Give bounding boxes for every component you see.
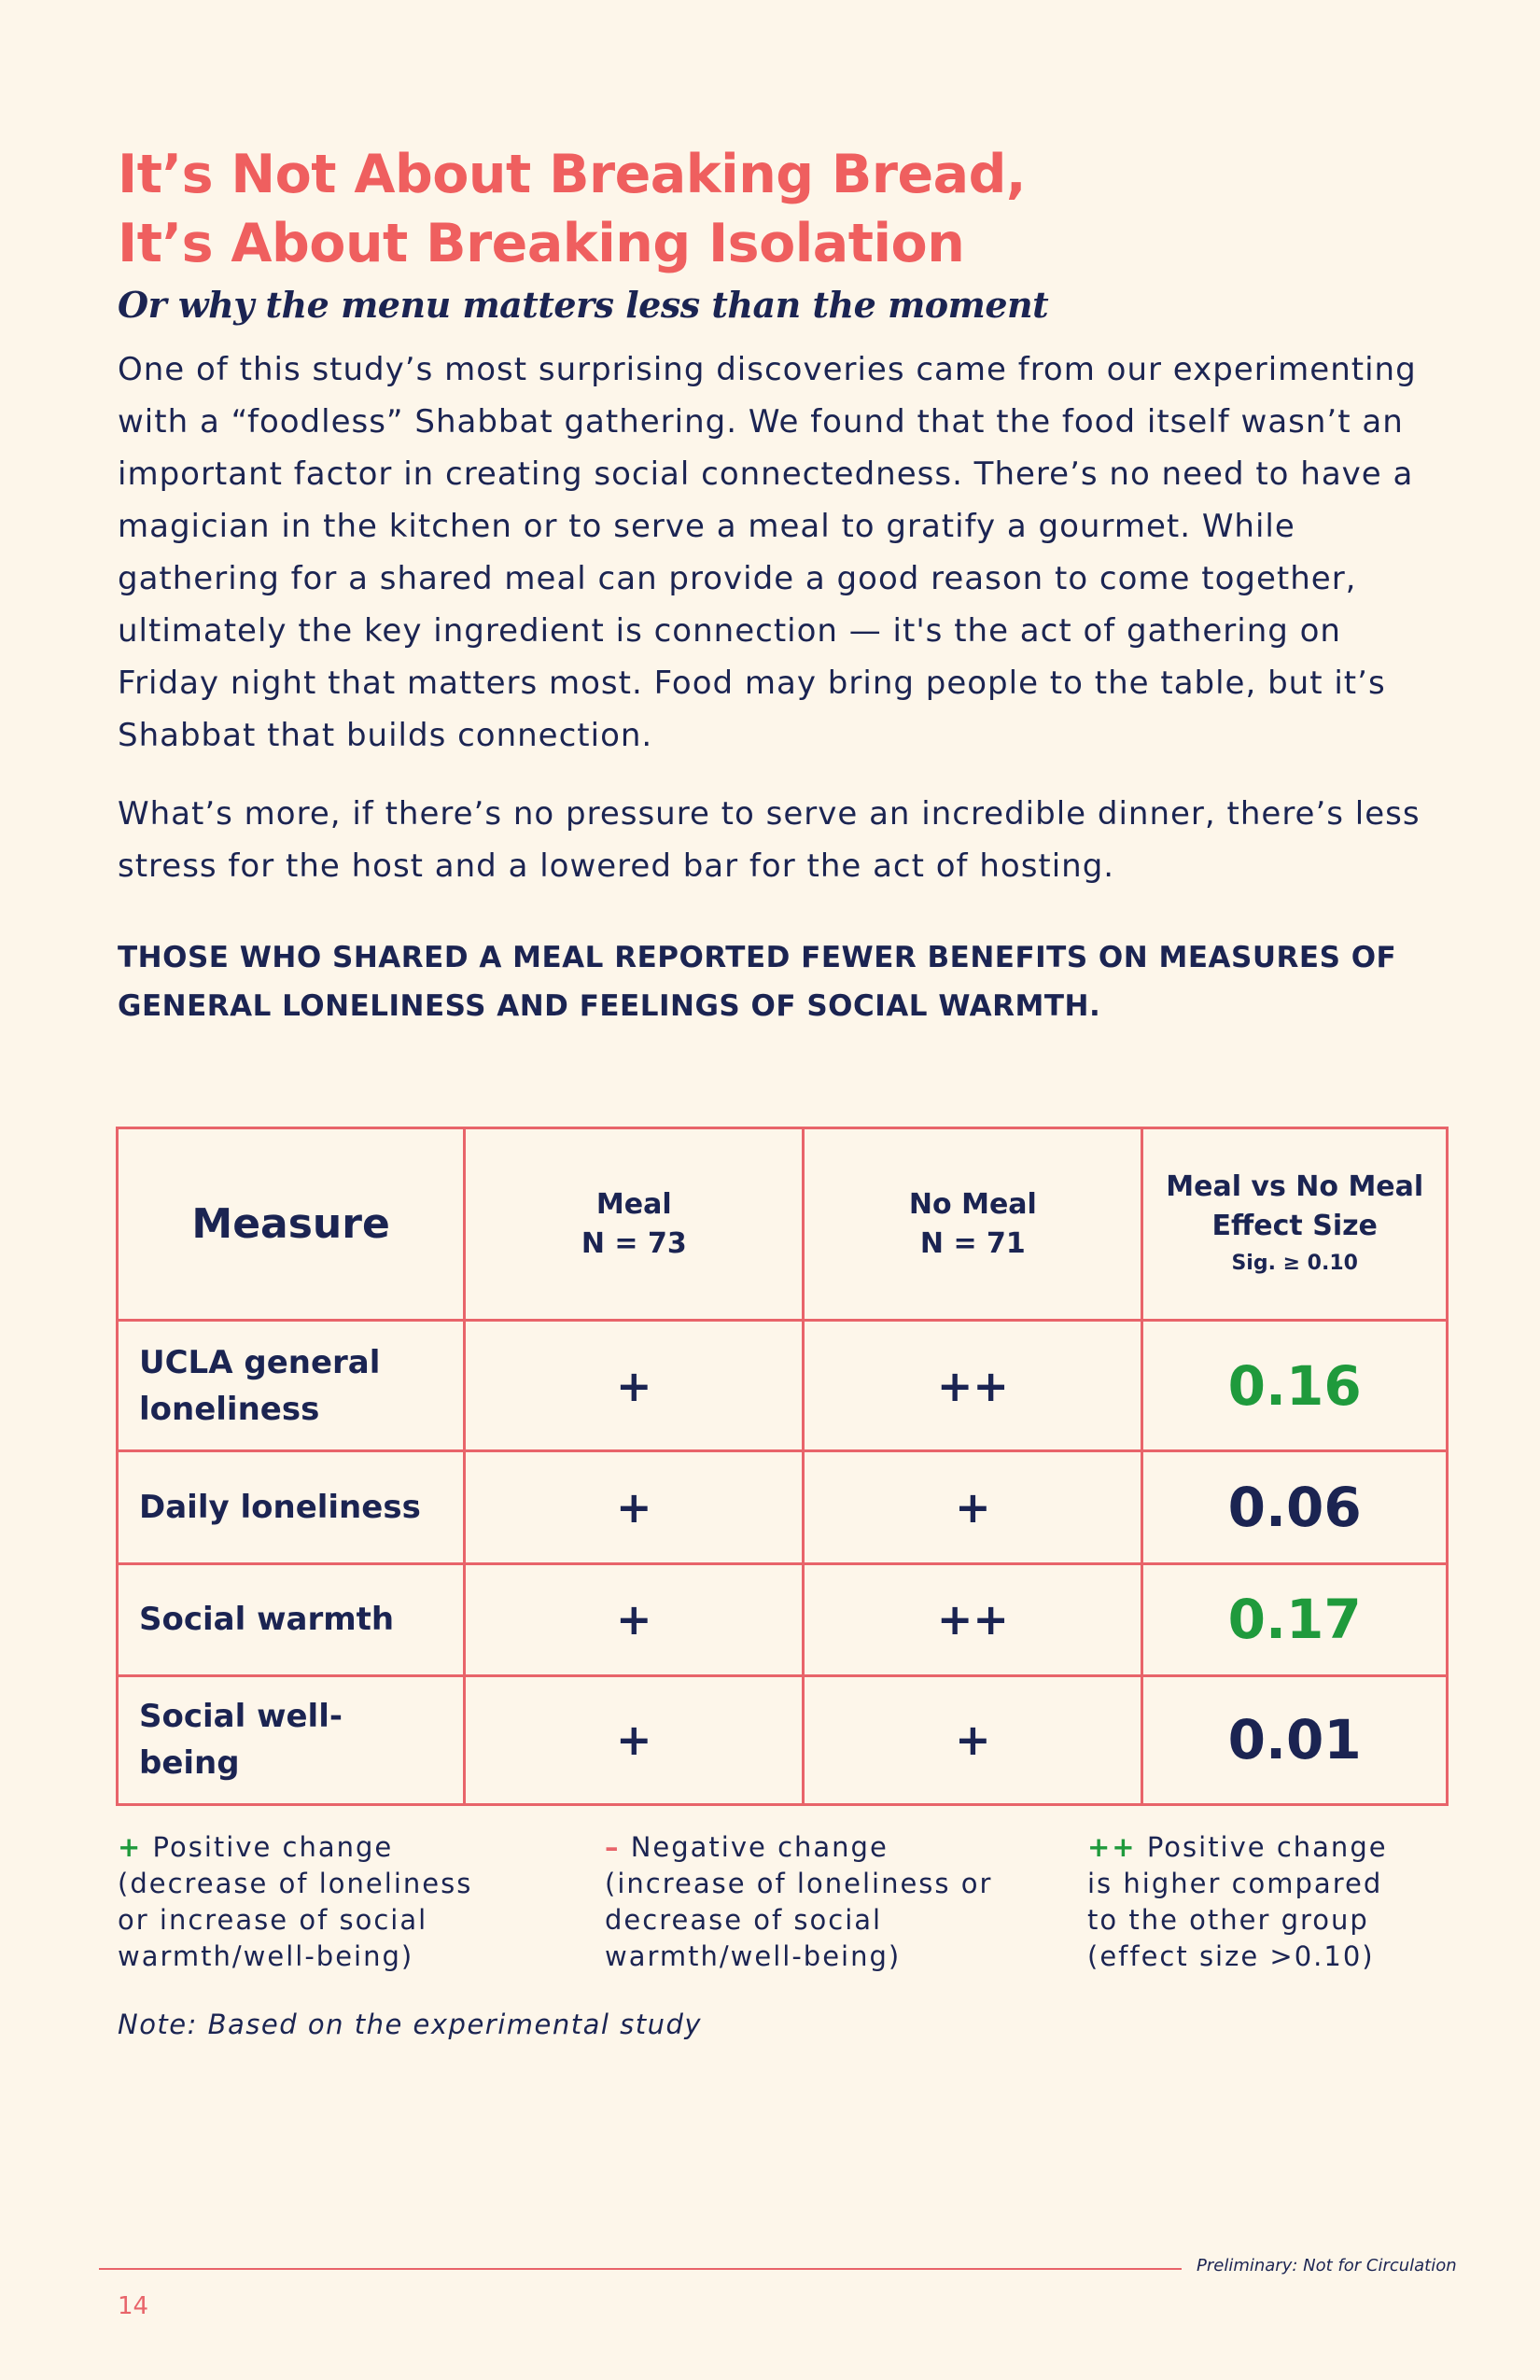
legend-higher-line-4: (effect size >0.10)	[1087, 1940, 1375, 1972]
measure-cell: UCLA general loneliness	[118, 1321, 465, 1451]
header-effect-size	[1142, 1128, 1448, 1321]
footer-rule	[99, 2268, 1182, 2270]
header-no-meal-n: N = 71	[919, 1226, 1026, 1260]
header-meal-label: Meal	[595, 1187, 672, 1221]
legend-higher-line-3: to the other group	[1087, 1904, 1369, 1936]
legend-negative-line-3: decrease of social	[605, 1904, 883, 1936]
table-row	[118, 1451, 1448, 1563]
no-meal-change-cell: +	[804, 1451, 1142, 1563]
legend-positive-line-1: Positive change	[152, 1831, 394, 1863]
effect-size-cell: 0.01	[1142, 1675, 1448, 1804]
results-table	[116, 1127, 1449, 1806]
no-meal-change-cell: +	[804, 1675, 1142, 1804]
measure-cell: Social well-being	[118, 1675, 465, 1804]
header-measure: Measure	[118, 1128, 465, 1321]
measure-cell: Social warmth	[118, 1563, 465, 1675]
title-line-2: It’s About Breaking Isolation	[118, 213, 965, 274]
table-row	[118, 1563, 1448, 1675]
effect-size-cell: 0.06	[1142, 1451, 1448, 1563]
table-note	[118, 2009, 702, 2040]
legend-positive-mark: +	[118, 1831, 143, 1863]
meal-change-cell: +	[465, 1563, 804, 1675]
body-paragraph-2: What’s more, if there’s no pressure to serve an incredible dinner, there’s less stress for the host and a lowered bar for the act of hosting.	[118, 795, 1421, 885]
header-effect-label-1: Meal vs No Meal	[1166, 1169, 1424, 1203]
header-meal	[465, 1128, 804, 1321]
header-meal-n: N = 73	[581, 1226, 687, 1260]
note-label: Note	[118, 2009, 188, 2040]
table-heading: THOSE WHO SHARED A MEAL REPORTED FEWER BENEFITS ON MEASURES OF GENERAL LONELINESS AND FEELINGS OF SOCIAL WARMTH.	[118, 941, 1397, 1023]
measure-cell: Daily loneliness	[118, 1451, 465, 1563]
table-header-row	[118, 1128, 1448, 1321]
legend-higher	[1087, 1829, 1479, 1975]
legend-higher-mark: ++	[1087, 1831, 1137, 1863]
legend-negative-mark: –	[605, 1831, 621, 1863]
legend-positive-line-3: or increase of social	[118, 1904, 428, 1936]
table-row	[118, 1321, 1448, 1451]
effect-size-cell: 0.17	[1142, 1563, 1448, 1675]
legend-positive	[118, 1829, 556, 1975]
legend-higher-line-2: is higher compared	[1087, 1868, 1383, 1899]
legend-positive-line-2: (decrease of loneliness	[118, 1868, 473, 1899]
legend-positive-line-4: warmth/well-being)	[118, 1940, 414, 1972]
page-subtitle: Or why the menu matters less than the moment	[118, 284, 1049, 326]
no-meal-change-cell: ++	[804, 1563, 1142, 1675]
title-line-1: It’s Not About Breaking Bread,	[118, 144, 1027, 205]
legend-negative-line-4: warmth/well-being)	[605, 1940, 902, 1972]
page-title	[118, 140, 1448, 278]
meal-change-cell: +	[465, 1451, 804, 1563]
note-text: : Based on the experimental study	[187, 2009, 703, 2040]
table-row	[118, 1675, 1448, 1804]
header-no-meal	[804, 1128, 1142, 1321]
meal-change-cell: +	[465, 1321, 804, 1451]
no-meal-change-cell: ++	[804, 1321, 1142, 1451]
footer-label: Preliminary: Not for Circulation	[1197, 2256, 1457, 2275]
meal-change-cell: +	[465, 1675, 804, 1804]
legend-negative	[605, 1829, 1053, 1975]
header-effect-label-2: Effect Size	[1211, 1209, 1378, 1242]
legend-higher-line-1: Positive change	[1146, 1831, 1388, 1863]
header-no-meal-label: No Meal	[908, 1187, 1037, 1221]
article	[118, 140, 1448, 1030]
legend-negative-line-1: Negative change	[630, 1831, 889, 1863]
legend-negative-line-2: (increase of loneliness or	[605, 1868, 993, 1899]
header-significance: Sig. ≥ 0.10	[1231, 1251, 1358, 1275]
page-number: 14	[118, 2292, 149, 2320]
body-paragraph-1: One of this study’s most surprising discoveries came from our experimenting with a “foodless” Shabbat gathering. We found that the food itself wasn’t an important factor in creating social connectedness. There’s no need to have a magician in the kitchen or to serve a meal to gratify a gourmet. While gathering for a shared meal can provide a good reason to come together, ultimately the key ingredient is connection — it's the act of gathering on Friday night that matters most. Food may bring people to the table, but it’s Shabbat that builds connection.	[118, 351, 1417, 754]
effect-size-cell: 0.16	[1142, 1321, 1448, 1451]
